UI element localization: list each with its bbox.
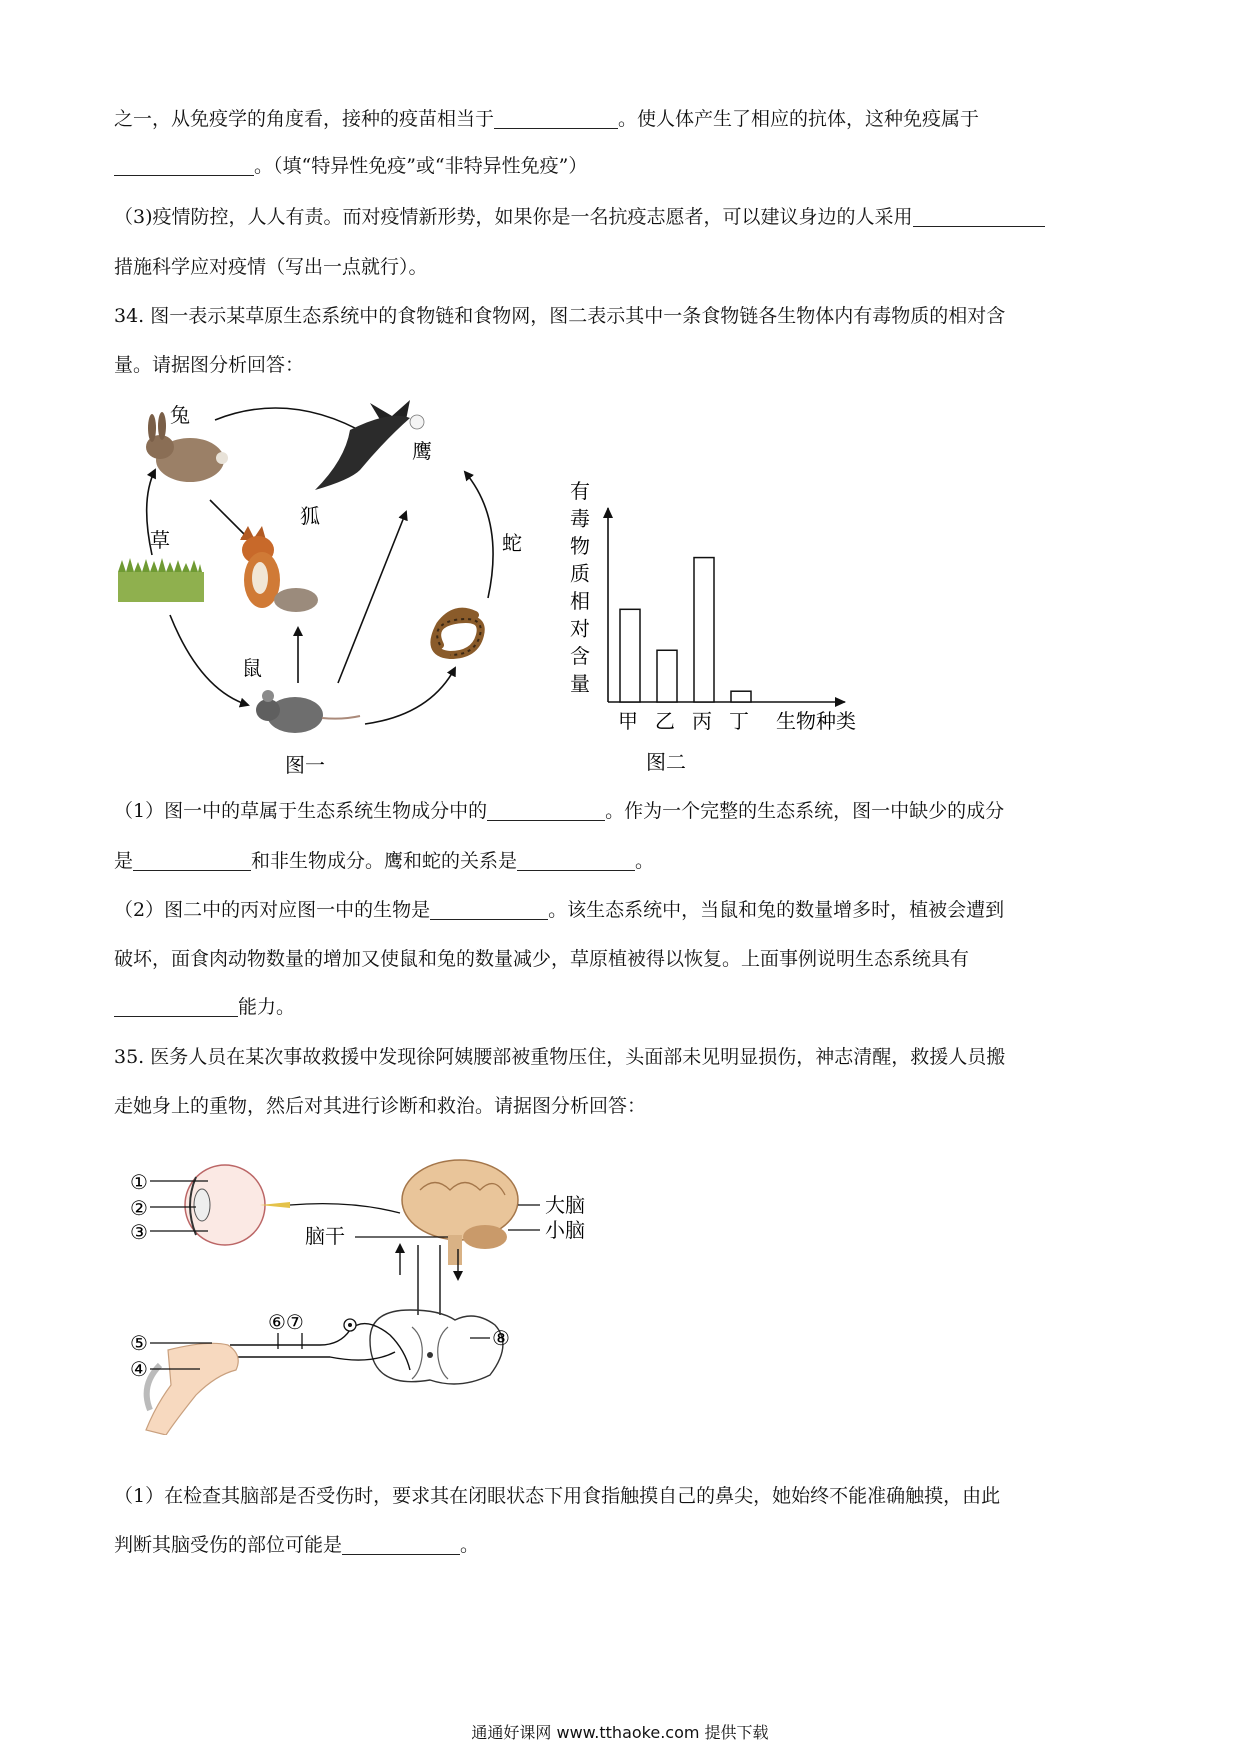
- q33-line-3: （3)疫情防控，人人有责。而对疫情新形势，如果你是一名抗疫志愿者，可以建议身边的人采用: [114, 204, 1045, 230]
- mouse-picture: [256, 690, 360, 733]
- tick-label-丙: 丙: [692, 709, 712, 733]
- fox-label: 狐: [300, 504, 320, 528]
- y-axis-label-char: 相: [570, 589, 590, 613]
- q34-part2-line3: 能力。: [114, 994, 295, 1020]
- y-axis-label-char: 毒: [570, 506, 590, 531]
- bar-丁: [731, 691, 751, 702]
- y-axis-label-char: 对: [570, 616, 590, 641]
- spinal-cord-section: [370, 1310, 503, 1384]
- y-axis-label-char: 物: [570, 534, 590, 558]
- bar-丙: [694, 558, 714, 702]
- answer-blank[interactable]: [114, 155, 254, 176]
- label-8: ⑧: [492, 1326, 510, 1350]
- leg-picture: [146, 1343, 238, 1435]
- fox-picture: [240, 526, 318, 612]
- answer-blank[interactable]: [342, 1534, 460, 1555]
- afferent-nerve: [230, 1324, 410, 1370]
- q35-stem-2: 走她身上的重物，然后对其进行诊断和救治。请据图分析回答：: [114, 1095, 647, 1117]
- y-axis-label: [570, 479, 590, 696]
- cerebellum-label: 小脑: [545, 1218, 585, 1242]
- q33-line-2: 。（填“特异性免疫”或“非特异性免疫”）: [114, 153, 587, 179]
- arrow-snake-to-eagle: [465, 472, 493, 598]
- figure-2-caption: 图二: [646, 750, 686, 774]
- q35-stem-1: 35. 医务人员在某次事故救援中发现徐阿姨腰部被重物压住，头面部未见明显损伤，神志清醒，救援人员搬: [114, 1046, 1006, 1068]
- y-axis-label-char: 有: [570, 479, 590, 503]
- label-2: ②: [130, 1196, 148, 1220]
- arrow-grass-to-mouse: [170, 615, 248, 705]
- y-axis-label-char: 质: [570, 561, 590, 586]
- q35-part1-line2: 判断其脑受伤的部位可能是 。: [114, 1534, 480, 1556]
- eyeball-picture: [185, 1165, 290, 1245]
- tick-label-甲: 甲: [618, 709, 638, 733]
- y-axis-label-char: 含: [570, 644, 590, 668]
- q34-part2-line1: （2）图二中的丙对应图一中的生物是 。该生态系统中，当鼠和兔的数量增多时，植被会遭到: [114, 899, 1005, 921]
- label-6-7: ⑥⑦: [268, 1310, 304, 1334]
- snake-picture: [434, 612, 480, 655]
- q33-line-4: 措施科学应对疫情（写出一点就行）。: [114, 256, 428, 278]
- grass-label: 草: [150, 528, 170, 552]
- tick-label-丁: 丁: [729, 709, 749, 733]
- arrow-mouse-to-eagle: [338, 512, 406, 683]
- q34-stem-2: 量。请据图分析回答：: [114, 354, 305, 376]
- q35-part1-line1: （1）在检查其脑部是否受伤时，要求其在闭眼状态下用食指触摸自己的鼻尖，她始终不能准确触摸，由此: [114, 1485, 1001, 1507]
- eagle-picture: [315, 400, 424, 490]
- tick-label-乙: 乙: [655, 709, 675, 733]
- x-axis-label: 生物种类: [776, 709, 856, 733]
- page-footer: 通通好课网 www.tthaoke.com 提供下载: [471, 1723, 769, 1742]
- q34-stem-1: 34. 图一表示某草原生态系统中的食物链和食物网，图二表示其中一条食物链各生物体内有毒物质的相对含: [114, 305, 1006, 327]
- answer-blank[interactable]: [517, 850, 635, 871]
- optic-nerve: [290, 1204, 400, 1213]
- snake-label: 蛇: [502, 531, 522, 555]
- answer-blank[interactable]: [494, 108, 618, 129]
- arrow-rabbit-to-eagle: [215, 408, 368, 435]
- answer-blank[interactable]: [114, 996, 238, 1017]
- arrow-mouse-to-snake: [365, 668, 455, 724]
- nervous-system-figure: [130, 1135, 610, 1435]
- toxin-bar-chart: [560, 478, 880, 778]
- bar-甲: [620, 609, 640, 702]
- brainstem-label: 脑干: [305, 1224, 345, 1248]
- figure-1-caption: 图一: [285, 753, 325, 777]
- answer-blank[interactable]: [430, 899, 548, 920]
- bar-乙: [657, 650, 677, 702]
- q34-part1-line1: （1）图一中的草属于生态系统生物成分中的 。作为一个完整的生态系统，图一中缺少的成分: [114, 800, 1005, 822]
- grass-picture: [118, 558, 204, 602]
- q34-part1-line2: 是 和非生物成分。鹰和蛇的关系是 。: [114, 850, 655, 872]
- answer-blank[interactable]: [133, 850, 251, 871]
- mouse-label: 鼠: [242, 656, 262, 680]
- label-1: ①: [130, 1170, 148, 1194]
- q34-part2-line2: 破坏，面食肉动物数量的增加又使鼠和兔的数量减少，草原植被得以恢复。上面事例说明生态系统具有: [114, 948, 970, 970]
- rabbit-label: 兔: [170, 403, 190, 427]
- answer-blank[interactable]: [487, 800, 605, 821]
- y-axis-label-char: 量: [570, 671, 590, 696]
- food-web-figure: [110, 400, 540, 780]
- q33-line-1: 之一，从免疫学的角度看，接种的疫苗相当于 。使人体产生了相应的抗体，这种免疫属于: [114, 108, 980, 130]
- cerebrum-label: 大脑: [545, 1193, 585, 1217]
- efferent-nerve: [230, 1352, 395, 1360]
- label-4: ④: [130, 1357, 148, 1381]
- eagle-label: 鹰: [412, 439, 432, 463]
- label-5: ⑤: [130, 1331, 148, 1355]
- brain-picture: [402, 1160, 518, 1265]
- answer-blank[interactable]: [913, 206, 1045, 227]
- label-3: ③: [130, 1220, 148, 1244]
